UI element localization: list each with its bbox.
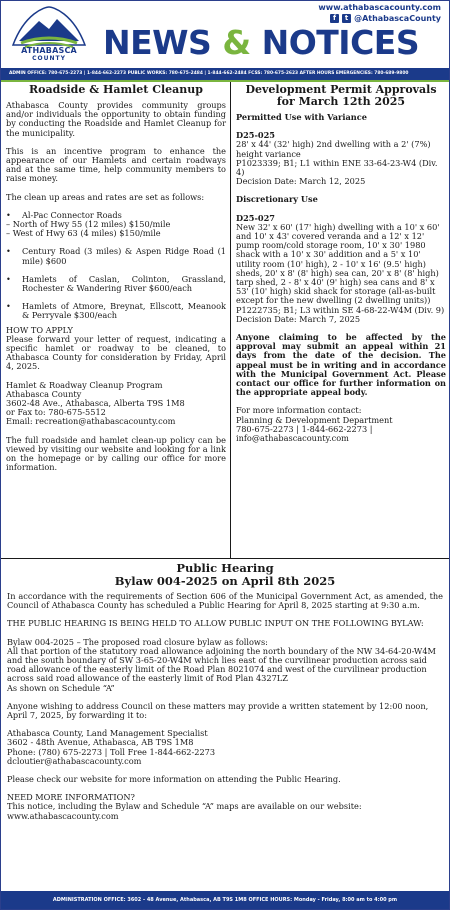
public-hearing-section (1, 560, 449, 890)
appeal-notice: Anyone claiming to be affected by the approval may submit an appeal within 21 days from the date of the decision. The appeal must be in writing and in accordance with the Municipal Government Act. Please contact our office for further information on the appropriate appeal body. (236, 332, 446, 398)
permit-description: 28' x 44' (32' high) 2nd dwelling with a 2' (7%) height variance (236, 139, 431, 159)
header-website[interactable]: www.athabascacounty.com (318, 3, 441, 12)
contact-line: 3602 - 48th Avenue, Athabasca, AB T9S 1M8 (7, 737, 194, 748)
contact-bar: ADMIN OFFICE: 780-675-2273 | 1-844-662-2273 PUBLIC WORKS: 780-675-2484 | 1-844-662-2484 FCSS: 780-675-2623 AFTER HOURS EMERGENCIES: 780-689-9800 (1, 68, 449, 80)
twitter-icon[interactable]: t (342, 14, 351, 23)
permit-id: D25-027 (236, 212, 275, 223)
roadside-areas-intro: The clean up areas and rates are set as follows: (6, 191, 205, 202)
logo-sub: COUNTY (32, 55, 66, 62)
info-line: For more information contact: (236, 405, 362, 416)
fax-line: or Fax to: 780-675-5512 (6, 407, 106, 418)
address-line: Hamlet & Roadway Cleanup Program (6, 379, 163, 390)
social-handle[interactable]: @AthabascaCounty (354, 14, 441, 23)
hearing-website[interactable]: www.athabascacounty.com (7, 810, 119, 821)
policy-text: The full roadside and hamlet clean-up policy can be viewed by visiting our website and looking for a link on the homepage or by calling our office for more information. (6, 434, 226, 473)
bylaw-line: All that portion of the statutory road allowance adjoining the north boundary of the NW 34-64-20-W4M and the south boundary of SW 3-65-20-W4M which lies east of the curvilinear production across said road allowance of the easterly limit of the Road Plan 8021074 and west of the curvilinear production across said road allowance of the easterly limit of Rod Plan 4327LZ (7, 645, 436, 684)
hearing-para: Please check our website for more information on attending the Public Hearing. (7, 774, 341, 785)
hearing-subtitle: Bylaw 004-2025 on April 8th 2025 (114, 573, 336, 588)
bullet-hamlets-300: Hamlets of Atmore, Breynat, Ellscott, Meanook & Perryvale $300/each (22, 301, 226, 321)
permit-location: P1222735; B1; L3 within SE 4-68-22-W4M (Div. 9) (236, 304, 445, 315)
permit-date: Decision Date: March 12, 2025 (236, 176, 366, 187)
permit-date: Decision Date: March 7, 2025 (236, 313, 361, 324)
bullet-al-pac-north: – North of Hwy 55 (12 miles) $150/mile (6, 219, 171, 230)
bullet-hamlets-600: Hamlets of Caslan, Colinton, Grassland, Rochester & Wandering River $600/each (22, 273, 226, 294)
hearing-para: This notice, including the Bylaw and Schedule “A” maps are available on our website: (7, 801, 362, 812)
facebook-icon[interactable]: f (330, 14, 339, 23)
info-line: Planning & Development Department (236, 414, 393, 425)
bullet-century-road: Century Road (3 miles) & Aspen Ridge Road (1 mile) $600 (22, 246, 226, 266)
roadside-cleanup-column (1, 82, 231, 558)
logo-wordmark (5, 47, 93, 63)
permit-description: New 32' x 60' (17' high) dwelling with a 10' x 60' and 10' x 43' covered veranda and a 12' x 12' pump room/cold storage room, 10' x 30' 1980 shack with a 10' x 30' addition and a 5' x 10' utility room (10' high), 2 - 10' x 16' (9.5' high) sheds, 20' x 8' (8' high) sea can, 20' x 8' (8' high) tarp shed, 2 - 8' x 40' (9' high) sea cans and 8' x 53' (10' high) skid shack for storage (all-as-built except for the new dwelling (2 dwelling units)) (236, 221, 440, 306)
title-notices: NOTICES (261, 23, 420, 62)
logo-name: ATHABASCA (21, 46, 77, 55)
contact-line: Athabasca County, Land Management Specialist (7, 728, 208, 739)
email-line[interactable]: Email: recreation@athabascacounty.com (6, 416, 176, 427)
hearing-para: THE PUBLIC HEARING IS BEING HELD TO ALLOW PUBLIC INPUT ON THE FOLLOWING BYLAW: (7, 618, 424, 629)
list-item: • Al-Pac Connector Roads (6, 211, 226, 220)
hearing-para: In accordance with the requirements of Section 606 of the Municipal Government Act, as amended, the Council of Athabasca County has scheduled a Public Hearing for April 8, 2025 starting at 9:30 a.m. (7, 591, 443, 611)
masthead-title (103, 23, 419, 62)
bullet-al-pac-west: – West of Hwy 63 (4 miles) $150/mile (6, 228, 161, 239)
list-item: • Hamlets of Atmore, Breynat, Ellscott, Meanook & Perryvale $300/each (6, 301, 226, 321)
discretionary-use-heading: Discretionary Use (236, 194, 318, 205)
roadside-incentive: This is an incentive program to enhance the appearance of our Hamlets and certain roadways and at the same time, help community members to raise money. (6, 145, 226, 184)
list-item: • Century Road (3 miles) & Aspen Ridge Road (1 mile) $600 (6, 246, 226, 266)
header (1, 1, 449, 81)
title-ampersand: & (222, 23, 251, 62)
footer-bar: ADMINISTRATION OFFICE: 3602 - 48 Avenue, Athabasca, AB T9S 1M8 OFFICE HOURS: Monday - Friday, 8:00 am to 4:00 pm (1, 891, 449, 909)
list-item: • Hamlets of Caslan, Colinton, Grassland, Rochester & Wandering River $600/each (6, 273, 226, 294)
permits-column (232, 82, 450, 558)
contact-line: Phone: (780) 675-2273 | Toll Free 1-844-662-2273 (7, 746, 216, 757)
address-line: 3602-48 Ave., Athabasca, Alberta T9S 1M8 (6, 398, 185, 409)
title-news: NEWS (103, 23, 212, 62)
permits-title: Development Permit Approvals for March 12th 2025 (245, 83, 437, 108)
permitted-use-heading: Permitted Use with Variance (236, 112, 367, 122)
address-line: Athabasca County (6, 388, 82, 399)
how-to-apply-text: Please forward your letter of request, indicating a specific hamlet or roadway to be cleaned, to Athabasca County for consideration by Friday, April 4, 2025. (6, 333, 226, 372)
contact-email[interactable]: dcloutier@athabascacounty.com (7, 755, 142, 766)
roadside-title: Roadside & Hamlet Cleanup (29, 83, 203, 96)
bylaw-line: As shown on Schedule “A” (7, 682, 115, 693)
bylaw-line: Bylaw 004-2025 – The proposed road closure bylaw as follows: (7, 636, 268, 647)
permit-id: D25-025 (236, 130, 275, 141)
social-links (330, 14, 441, 23)
info-email[interactable]: info@athabascacounty.com (236, 433, 349, 444)
two-column-section (1, 82, 449, 559)
info-phone: 780-675-2273 | 1-844-662-2273 | (236, 423, 373, 434)
hearing-para: Anyone wishing to address Council on these matters may provide a written statement by 12:00 noon, April 7, 2025, by forwarding it to: (7, 700, 429, 721)
how-to-apply-heading: HOW TO APPLY (6, 324, 73, 335)
logo-mark (5, 5, 93, 51)
permit-location: P1023339; B1; L1 within ENE 33-64-23-W4 (Div. 4) (236, 157, 438, 178)
hearing-title: Public Hearing (176, 561, 274, 575)
need-info-heading: NEED MORE INFORMATION? (7, 792, 135, 803)
bullet-al-pac: Al-Pac Connector Roads (22, 209, 122, 220)
roadside-intro: Athabasca County provides community groups and/or individuals the opportunity to obtain funding by conducting the Roadside and Hamlet Cleanup for the municipality. (6, 100, 226, 138)
